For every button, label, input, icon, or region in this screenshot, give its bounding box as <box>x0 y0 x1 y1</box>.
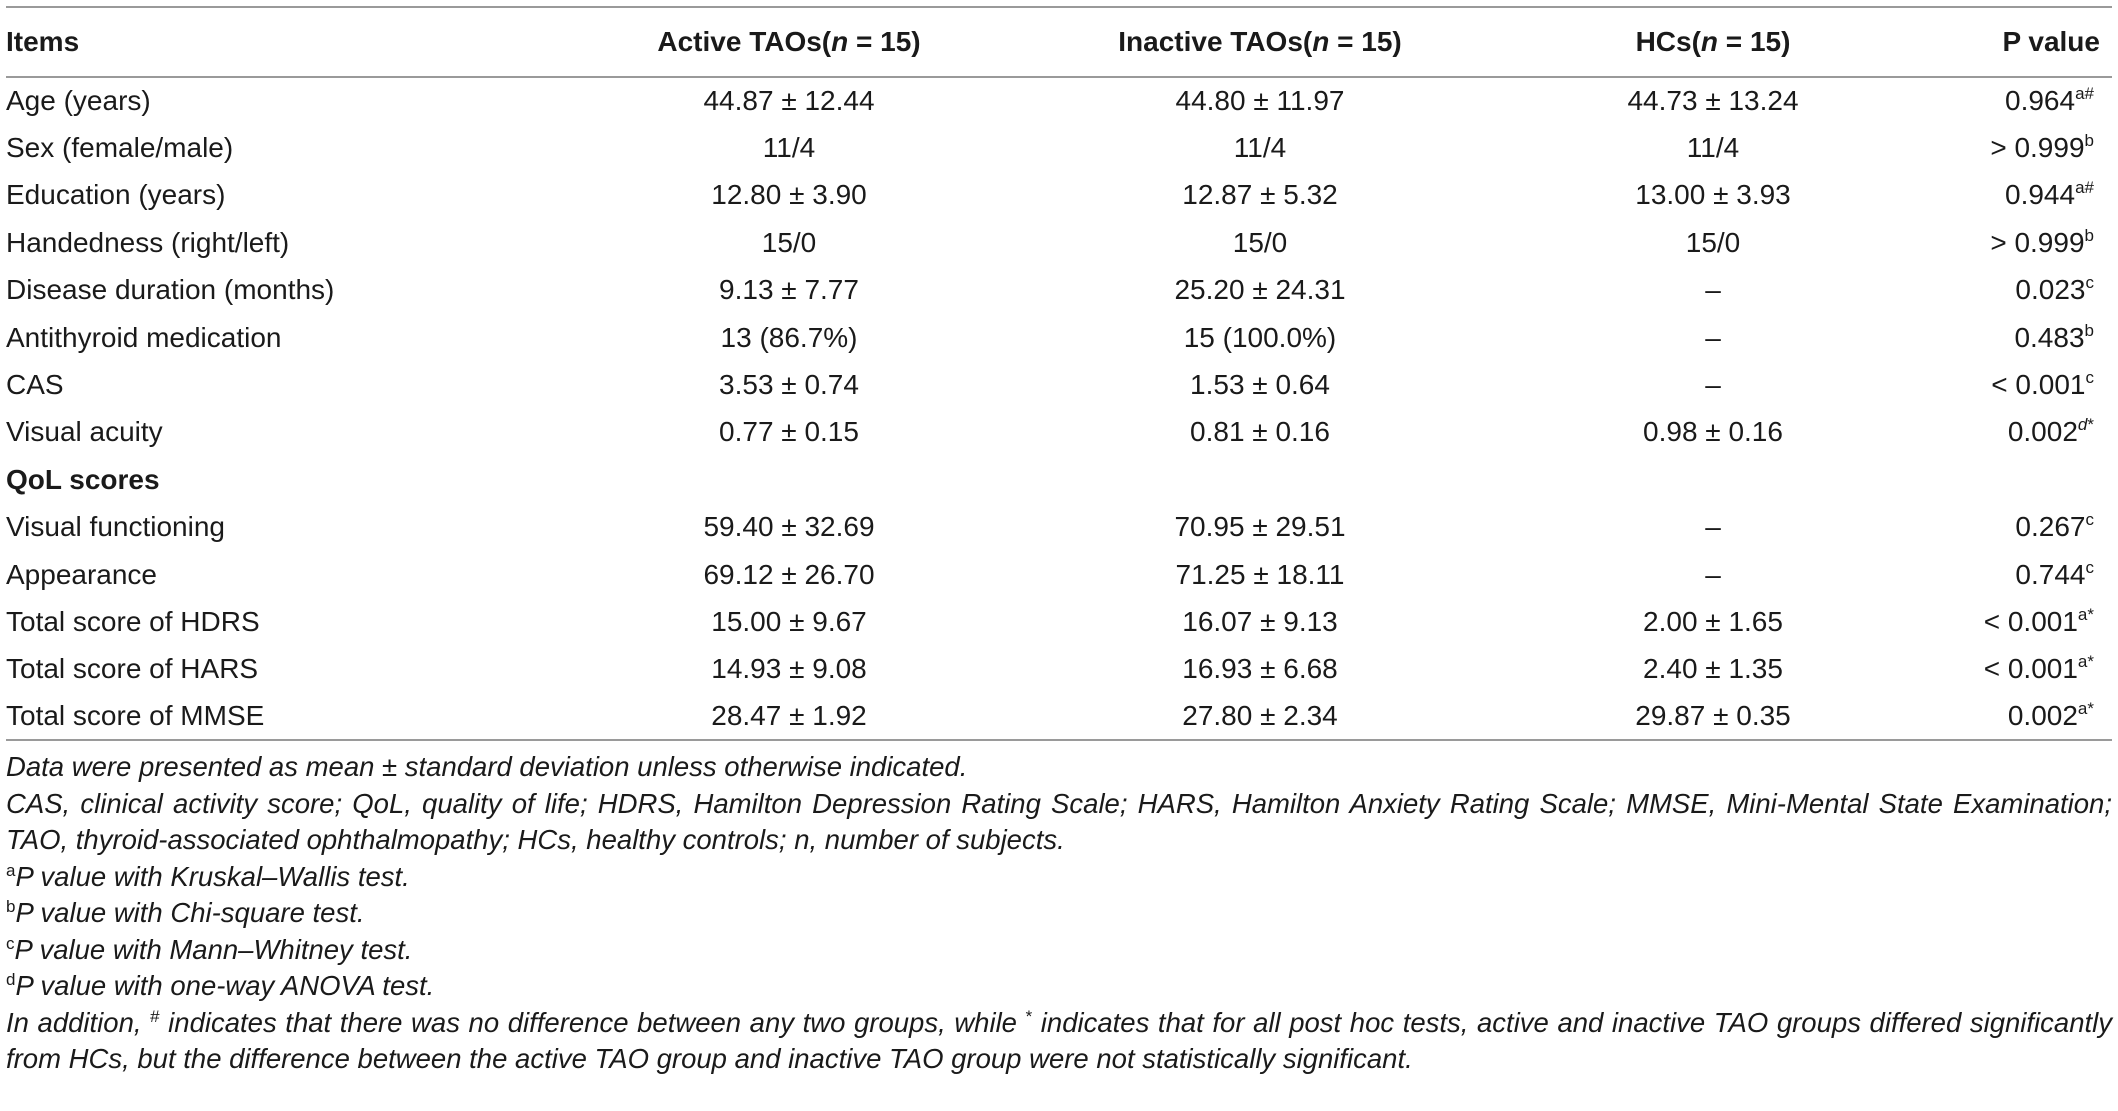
table-row <box>6 124 2112 171</box>
cell-item: Antithyroid medication <box>6 321 282 353</box>
p-value-footnote-mark: a# <box>2075 178 2094 198</box>
cell-active: 11/4 <box>762 132 816 164</box>
p-value: < 0.001 <box>1991 369 2086 401</box>
cell-active: 59.40 ± 32.69 <box>703 511 875 543</box>
demographics-table <box>6 6 2112 741</box>
cell-p-value <box>1922 124 2112 171</box>
cell-hcs: 15/0 <box>1685 226 1741 258</box>
table-row <box>6 172 2112 219</box>
cell-inactive: 71.25 ± 18.11 <box>1175 558 1345 590</box>
cell-inactive: 25.20 ± 24.31 <box>1174 274 1346 306</box>
footnote <box>6 932 2112 969</box>
cell-inactive: 15/0 <box>1232 226 1288 258</box>
cell-p-value <box>1922 267 2112 314</box>
cell-hcs: – <box>1705 511 1721 543</box>
cell-item: Visual functioning <box>6 511 225 543</box>
cell-active: 15/0 <box>761 226 817 258</box>
header-active-taos <box>562 7 1016 77</box>
cell-item: Total score of MMSE <box>6 693 562 740</box>
cell-inactive: 12.87 ± 5.32 <box>1182 179 1338 211</box>
table-row <box>6 551 2112 598</box>
cell-item: Sex (female/male) <box>6 132 234 164</box>
footnote-letter: d <box>6 970 16 990</box>
footnote-text: P value with Mann–Whitney test. <box>14 933 413 965</box>
table-notes <box>6 749 2112 1078</box>
cell-inactive: 11/4 <box>1233 132 1287 164</box>
header-active-eq: = 15) <box>848 26 921 57</box>
cell-p-value <box>1922 551 2112 598</box>
table-container <box>6 0 2112 1078</box>
p-value-footnote-mark: a* <box>2077 652 2094 672</box>
p-value-footnote-mark: c <box>2085 273 2094 293</box>
p-value-footnote-mark: c <box>2085 557 2094 577</box>
p-value: 0.744 <box>2015 558 2086 590</box>
cell-item: Visual acuity <box>6 416 163 448</box>
p-value: 0.483 <box>2014 321 2085 353</box>
header-hcs-eq: = 15) <box>1718 26 1791 57</box>
cell-p-value <box>1922 172 2112 219</box>
table-body <box>6 77 2112 740</box>
cell-item: Total score of HARS <box>6 653 259 685</box>
table-row <box>6 646 2112 693</box>
cell-p-value <box>1922 409 2112 456</box>
cell-inactive: 44.80 ± 11.97 <box>1175 85 1345 117</box>
cell-active: 15.00 ± 9.67 <box>711 605 867 637</box>
footnote-letter: a <box>6 860 16 880</box>
note-addition <box>6 1005 2112 1078</box>
cell-item: Total score of HDRS <box>6 605 260 637</box>
header-inactive-label: Inactive TAOs( <box>1118 26 1313 57</box>
table-row <box>6 77 2112 124</box>
p-value: 0.267 <box>2015 511 2086 543</box>
cell-hcs: 29.87 ± 0.35 <box>1504 693 1922 740</box>
cell-hcs: 0.98 ± 0.16 <box>1643 416 1783 448</box>
section-qol-scores: QoL scores <box>6 463 160 495</box>
cell-hcs: – <box>1705 558 1721 590</box>
cell-item: Age (years) <box>6 85 151 117</box>
p-value-footnote-mark: d* <box>2077 415 2094 435</box>
p-value: 0.023 <box>2015 274 2086 306</box>
cell-active: 13 (86.7%) <box>720 321 858 353</box>
header-hcs-label: HCs( <box>1635 26 1701 57</box>
p-value: 0.944 <box>2005 179 2076 211</box>
footnote-letter-d: d <box>2077 415 2088 435</box>
note-star-symbol: * <box>1025 1006 1033 1026</box>
note-mean-sd: Data were presented as mean ± standard deviation unless otherwise indicated. <box>6 751 968 783</box>
cell-hcs: 2.00 ± 1.65 <box>1643 605 1783 637</box>
cell-item: Handedness (right/left) <box>6 226 290 258</box>
p-value: < 0.001 <box>1983 653 2078 685</box>
cell-active: 3.53 ± 0.74 <box>719 369 859 401</box>
p-value: < 0.001 <box>1983 605 2078 637</box>
p-value: 0.964 <box>2005 85 2076 117</box>
cell-active: 0.77 ± 0.15 <box>719 416 859 448</box>
p-value-footnote-mark: a* <box>2077 699 2094 719</box>
cell-p-value <box>1922 693 2112 740</box>
cell-hcs: 2.40 ± 1.35 <box>1643 653 1783 685</box>
footnote <box>6 968 2112 1005</box>
cell-item: Education (years) <box>6 179 226 211</box>
note-addition-part2: indicates that there was no difference between any two groups, while <box>159 1006 1026 1038</box>
cell-active: 12.80 ± 3.90 <box>711 179 867 211</box>
cell-p-value <box>1922 219 2112 266</box>
p-value-footnote-mark: b <box>2084 320 2094 340</box>
p-value-footnote-mark: c <box>2085 368 2094 388</box>
p-value-footnote-mark: b <box>2084 131 2094 151</box>
cell-active: 69.12 ± 26.70 <box>703 558 875 590</box>
cell-active: 28.47 ± 1.92 <box>562 693 1016 740</box>
cell-p-value <box>1922 504 2112 551</box>
header-inactive-n: n <box>1312 26 1330 57</box>
cell-p-value <box>1922 598 2112 645</box>
footnote-text: P value with Chi-square test. <box>15 897 365 929</box>
cell-p-value <box>1922 646 2112 693</box>
cell-hcs: 44.73 ± 13.24 <box>1627 85 1799 117</box>
cell-item: CAS <box>6 369 64 401</box>
header-p-value: P value <box>1922 7 2112 77</box>
cell-hcs: 13.00 ± 3.93 <box>1635 179 1791 211</box>
table-row <box>6 504 2112 551</box>
cell-active: 14.93 ± 9.08 <box>711 653 867 685</box>
p-value: > 0.999 <box>1990 226 2085 258</box>
header-active-n: n <box>831 26 849 57</box>
footnote-text: P value with one-way ANOVA test. <box>15 970 435 1002</box>
p-value-footnote-mark: a* <box>2077 604 2094 624</box>
header-row <box>6 7 2112 77</box>
cell-item: Appearance <box>6 558 158 590</box>
p-value: 0.002 <box>2007 700 2078 732</box>
cell-active: 9.13 ± 7.77 <box>719 274 859 306</box>
header-hcs-n: n <box>1700 26 1719 57</box>
footnote <box>6 859 2112 896</box>
footnote-letter: c <box>6 933 15 953</box>
footnote-letter: b <box>6 897 16 917</box>
cell-p-value <box>1922 361 2112 408</box>
header-hcs <box>1504 7 1922 77</box>
cell-inactive: 16.93 ± 6.68 <box>1182 653 1338 685</box>
footnote-text: P value with Kruskal–Wallis test. <box>15 860 410 892</box>
cell-p-value <box>1922 314 2112 361</box>
cell-p-value <box>1922 77 2112 124</box>
table-row <box>6 361 2112 408</box>
p-value-footnote-mark: c <box>2085 510 2094 530</box>
cell-hcs: – <box>1705 274 1721 306</box>
table-row <box>6 267 2112 314</box>
note-abbreviations: CAS, clinical activity score; QoL, quality of life; HDRS, Hamilton Depression Rating Scale; HARS, Hamilton Anxiety Rating Scale; MMSE, Mini-Mental State Examination; TAO, thyroid-associated ophthalmopathy; HCs, healthy controls; n, number of subjects. <box>6 787 2112 856</box>
cell-inactive: 0.81 ± 0.16 <box>1190 416 1330 448</box>
cell-item: Disease duration (months) <box>6 274 335 306</box>
cell-inactive: 16.07 ± 9.13 <box>1182 605 1338 637</box>
header-inactive-eq: = 15) <box>1329 26 1402 57</box>
section-row <box>6 456 2112 503</box>
table-row <box>6 693 2112 740</box>
p-value: 0.002 <box>2007 416 2078 448</box>
footnote-list <box>6 859 2112 1005</box>
note-hash-symbol: # <box>150 1006 160 1026</box>
cell-inactive: 27.80 ± 2.34 <box>1016 693 1504 740</box>
header-active-label: Active TAOs( <box>657 26 832 57</box>
cell-hcs: 11/4 <box>1686 132 1740 164</box>
p-value-footnote-mark: a# <box>2075 84 2094 104</box>
cell-inactive: 70.95 ± 29.51 <box>1174 511 1346 543</box>
note-addition-part1: In addition, <box>6 1006 151 1038</box>
p-value: > 0.999 <box>1990 132 2085 164</box>
footnote <box>6 895 2112 932</box>
p-value-footnote-mark: b <box>2084 225 2094 245</box>
header-items: Items <box>6 7 562 77</box>
cell-inactive: 1.53 ± 0.64 <box>1190 369 1330 401</box>
table-row <box>6 219 2112 266</box>
table-row <box>6 409 2112 456</box>
cell-inactive: 15 (100.0%) <box>1183 321 1337 353</box>
header-inactive-taos <box>1016 7 1504 77</box>
table-row <box>6 314 2112 361</box>
cell-active: 44.87 ± 12.44 <box>703 85 875 117</box>
cell-hcs: – <box>1705 369 1721 401</box>
note-addition-part3: indicates that for all post hoc tests, active and inactive TAO groups differed significantly from HCs, but the difference between the active TAO group and inactive TAO group were not statistically significant. <box>6 1006 2113 1075</box>
cell-hcs: – <box>1705 321 1721 353</box>
table-row <box>6 598 2112 645</box>
